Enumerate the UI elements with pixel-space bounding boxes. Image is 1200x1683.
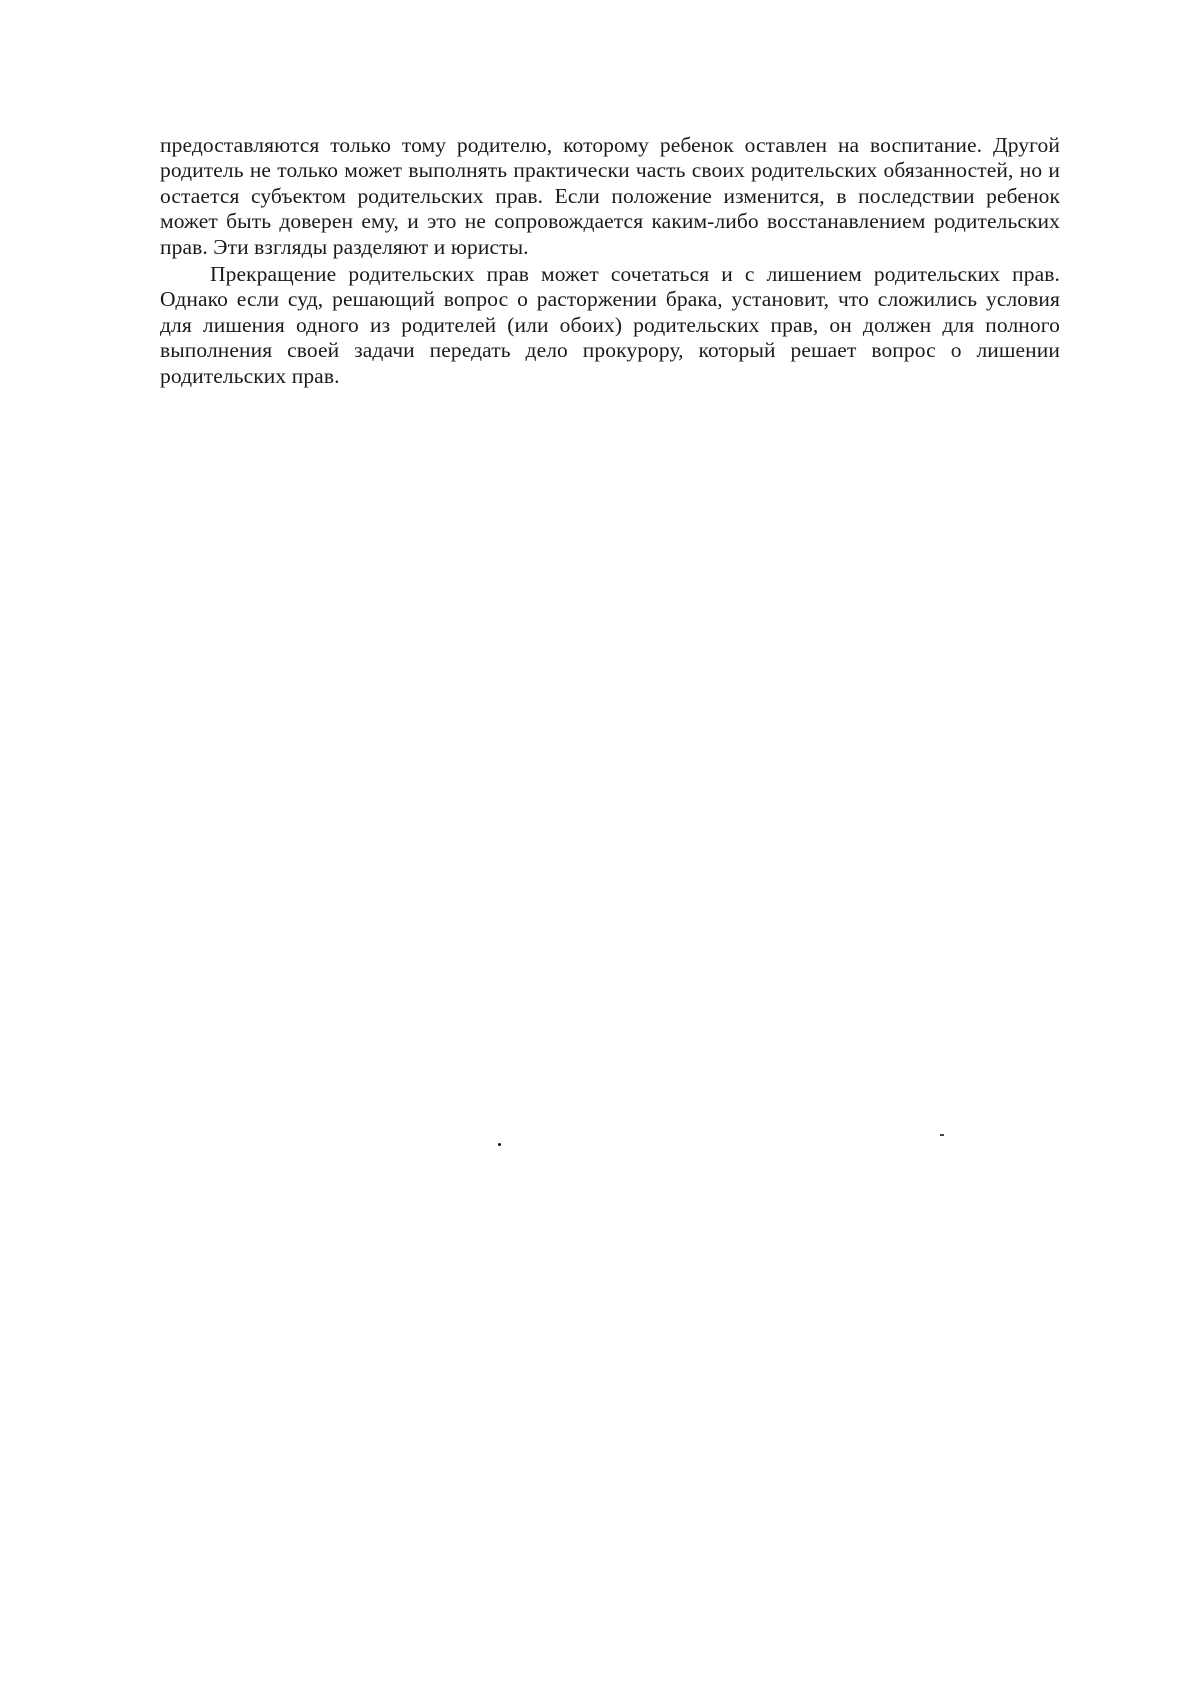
scan-speck [940,1134,944,1136]
paragraph-1: предоставляются только тому родителю, которому ребенок оставлен на воспитание. Другой родитель не только может выполнять практически часть своих родительских обязанностей, но и остается субъектом родительских прав. Если положение изменится, в последствии ребенок может быть доверен ему, и это не сопровождается каким-либо восстанавлением родительских прав. Эти взгляды разделяют и юристы. [160,133,1060,259]
paragraph-2: Прекращение родительских прав может сочетаться и с лишением родительских прав. Однако если суд, решающий вопрос о расторжении брака, установит, что сложились условия для лишения одного из родителей (или обоих) родительских прав, он должен для полного выполнения своей задачи передать дело прокурору, который решает вопрос о лишении родительских прав. [160,262,1060,388]
body-text [160,133,1060,389]
scan-speck [498,1143,501,1146]
